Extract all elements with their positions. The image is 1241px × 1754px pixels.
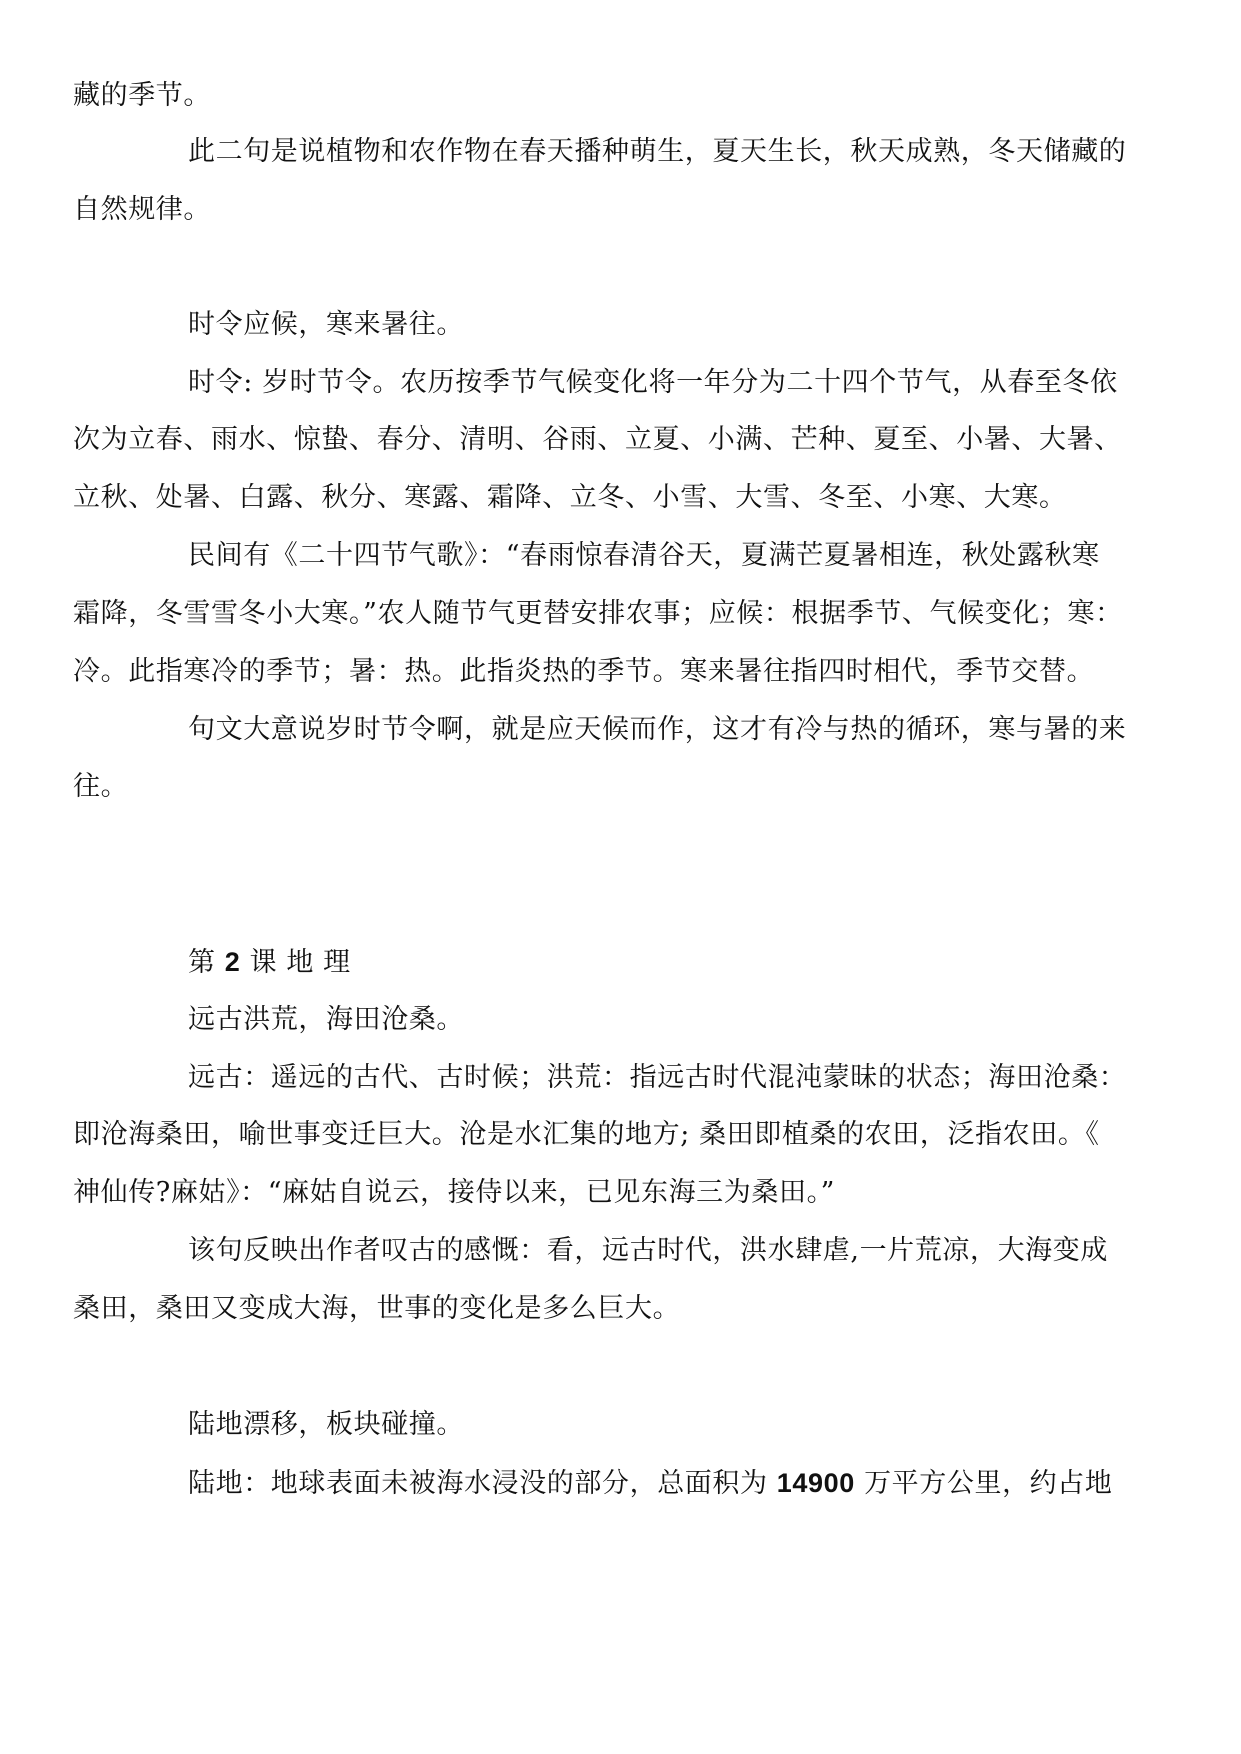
- lesson-heading-prefix: 第: [188, 947, 216, 978]
- paragraph-line: 神仙传?麻姑》：“麻姑自说云，接侍以来，已见东海三为桑田。”: [73, 1177, 836, 1208]
- land-area-number: 14900: [776, 1468, 855, 1498]
- paragraph-line: 民间有《二十四节气歌》：“春雨惊春清谷天，夏满芒夏暑相连，秋处露秋寒: [188, 540, 1100, 571]
- lesson-number: 2: [224, 947, 241, 977]
- last-line-text-after: 万平方公里，约占地: [864, 1468, 1113, 1499]
- paragraph-line: 句文大意说岁时节令啊，就是应天候而作，这才有冷与热的循环，寒与暑的来: [188, 714, 1127, 745]
- paragraph-line: 远古洪荒，海田沧桑。: [188, 1004, 464, 1035]
- paragraph-line: 自然规律。: [73, 194, 211, 225]
- paragraph-line: 此二句是说植物和农作物在春天播种萌生，夏天生长，秋天成熟，冬天储藏的: [188, 136, 1127, 167]
- paragraph-line: 次为立春、雨水、惊蛰、春分、清明、谷雨、立夏、小满、芒种、夏至、小暑、大暑、: [73, 424, 1122, 455]
- paragraph-line: 即沧海桑田，喻世事变迁巨大。沧是水汇集的地方; 桑田即植桑的农田，泛指农田。《: [73, 1119, 1100, 1150]
- paragraph-line: 藏的季节。: [73, 80, 211, 111]
- paragraph-line: 立秋、处暑、白露、秋分、寒露、霜降、立冬、小雪、大雪、冬至、小寒、大寒。: [73, 482, 1067, 513]
- paragraph-line: 霜降，冬雪雪冬小大寒。”农人随节气更替安排农事；应候：根据季节、气候变化；寒：: [73, 598, 1123, 629]
- paragraph-line: 时令应候，寒来暑往。: [188, 309, 464, 340]
- paragraph-line: 冷。此指寒冷的季节；暑：热。此指炎热的季节。寒来暑往指四时相代，季节交替。: [73, 656, 1095, 687]
- paragraph-line: [188, 1463, 1112, 1504]
- paragraph-line: 该句反映出作者叹古的感慨：看，远古时代，洪水肆虐,一片荒凉，大海变成: [188, 1235, 1108, 1266]
- paragraph-line: 陆地漂移，板块碰撞。: [188, 1409, 464, 1440]
- paragraph-line: 远古：遥远的古代、古时候；洪荒：指远古时代混沌蒙昧的状态；海田沧桑：: [188, 1062, 1127, 1093]
- lesson-heading-suffix: 课 地 理: [249, 947, 351, 978]
- lesson-heading: [188, 942, 351, 983]
- last-line-text-before: 陆地：地球表面未被海水浸没的部分，总面积为: [188, 1468, 768, 1499]
- paragraph-line: 时令: 岁时节令。农历按季节气候变化将一年分为二十四个节气，从春至冬依: [188, 367, 1118, 398]
- paragraph-line: 往。: [73, 771, 129, 802]
- paragraph-line: 桑田，桑田又变成大海，世事的变化是多么巨大。: [73, 1293, 681, 1324]
